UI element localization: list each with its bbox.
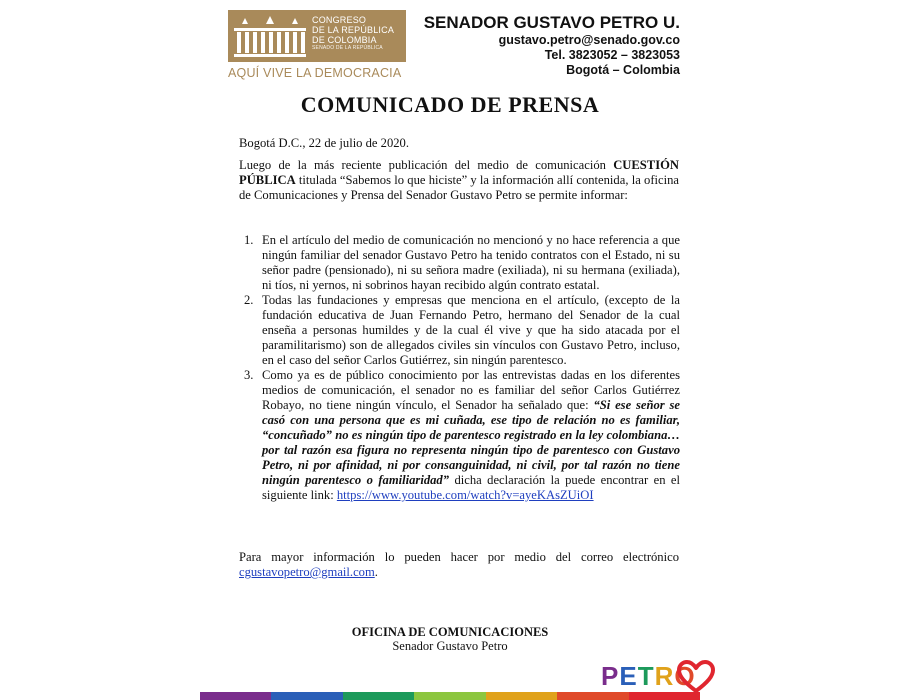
color-bar-segment — [557, 692, 628, 700]
list-item-text-post: dicha declaración la puede encontrar en el siguiente link: — [262, 473, 681, 502]
petro-letter: E — [619, 661, 638, 691]
heart-icon — [676, 660, 716, 694]
contact-text: Para mayor información lo pueden hacer por medio del correo electrónico — [239, 550, 679, 564]
document-date: Bogotá D.C., 22 de julio de 2020. — [239, 136, 410, 150]
capitol-building-icon — [232, 14, 308, 58]
signature-block — [0, 625, 900, 653]
senator-quote: “Si ese señor se casó con una persona que es mi cuñada, ese tipo de relación no es familiar, “concuñado” no es ningún tipo de parentesco registrado en la ley colombiana… por tal razón esa figura no representa ningún tipo de parentesco con Gustavo Petro, ni por afinidad, ni por consanguinidad, ni civil, por tal razón no tiene ningún parentesco o familiaridad” — [262, 398, 680, 487]
logo-wordmark — [312, 15, 404, 52]
petro-letter: P — [601, 661, 620, 691]
senator-email: gustavo.petro@senado.gov.co — [498, 33, 680, 47]
senator-header — [424, 12, 680, 78]
list-item-text: Todas las fundaciones y empresas que menciona en el artículo, (excepto de la fundación educativa de Juan Fernando Petro, hermano del Senador de la cual enseña a personas humildes y de la cual él vive y que ha sido atacada por el paramilitarismo) son de allegados civiles sin vínculos con Gustavo Petro, incluso, en el caso del señor Carlos Gutiérrez, sin ningún parentesco. — [262, 293, 680, 367]
petro-letter: O — [674, 661, 696, 691]
petro-letter: T — [637, 661, 655, 691]
senator-city: Bogotá – Colombia — [566, 63, 680, 77]
senator-phone: Tel. 3823052 – 3823053 — [544, 48, 680, 62]
list-item — [244, 233, 680, 293]
color-bar-segment — [629, 692, 700, 700]
youtube-link[interactable]: https://www.youtube.com/watch?v=ayeKAsZUiOI — [336, 488, 594, 502]
color-bar-segment — [343, 692, 414, 700]
logo-line-1: CONGRESO — [312, 15, 367, 25]
petro-letter: R — [654, 661, 675, 691]
intro-text-2: titulada “Sabemos lo que hiciste” y la información allí contenida, la oficina de Comunicaciones y Prensa del Senador Gustavo Petro se permite informar: — [239, 173, 679, 202]
list-item-text: En el artículo del medio de comunicación no mencionó y no hace referencia a que ningún familiar del senador Gustavo Petro ha tenido contratos con el Estado, ni su señor padre (pensionado), ni su señora madre (exiliada), ni su hermana (exiliada), ni tíos, ni yernos, ni sobrinos hayan recibido algún contrato estatal. — [262, 233, 680, 292]
signature-office: OFICINA DE COMUNICACIONES — [351, 625, 549, 639]
color-bar-segment — [271, 692, 342, 700]
senator-name: SENADOR GUSTAVO PETRO U. — [423, 13, 680, 32]
list-number: 2. — [244, 293, 254, 307]
list-item-text: Como ya es de público conocimiento por las entrevistas dadas en los diferentes medios de comunicación, el senador no es familiar del señor Carlos Gutiérrez Robayo, no tiene ningún vínculo, el Senador ha señalado que: — [262, 368, 680, 412]
outlet-name: CUESTIÓN PÚBLICA — [239, 158, 679, 187]
color-bar-segment — [486, 692, 557, 700]
list-item — [244, 368, 681, 503]
contact-paragraph — [239, 550, 679, 580]
contact-end: . — [374, 565, 378, 579]
color-bar-segment — [414, 692, 485, 700]
logo-line-2: DE LA REPÚBLICA — [312, 25, 395, 35]
congreso-logo — [228, 10, 406, 62]
logo-motto: AQUÍ VIVE LA DEMOCRACIA — [228, 66, 402, 80]
list-number: 1. — [244, 233, 254, 247]
intro-text-1: Luego de la más reciente publicación del medio de comunicación — [239, 158, 614, 172]
statement-list — [244, 233, 681, 503]
contact-email-link[interactable]: cgustavopetro@gmail.com — [239, 565, 375, 579]
list-number: 3. — [244, 368, 254, 382]
signature-name: Senador Gustavo Petro — [392, 639, 508, 653]
brand-color-bar — [200, 692, 700, 700]
color-bar-segment — [200, 692, 271, 700]
document-title: COMUNICADO DE PRENSA — [300, 92, 600, 117]
intro-paragraph — [239, 158, 679, 203]
logo-line-4: SENADO DE LA REPÚBLICA — [312, 45, 383, 51]
list-item — [244, 293, 680, 368]
logo-line-3: DE COLOMBIA — [312, 35, 377, 45]
